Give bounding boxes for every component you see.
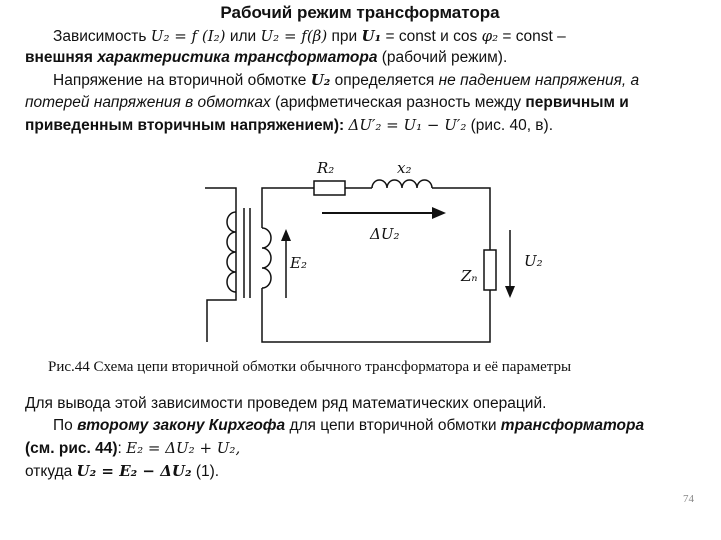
primary-wire	[205, 188, 236, 342]
text-bold: ):	[333, 117, 349, 134]
text-bold-italic: характеристика трансформатора	[97, 49, 378, 66]
text-line	[25, 437, 705, 460]
paragraph-derivation	[25, 393, 705, 483]
text-line: Для вывода этой зависимости проведем ряд математических операций.	[25, 395, 547, 412]
text: (1).	[191, 463, 220, 480]
paragraph-voltage	[25, 69, 693, 137]
text-line	[25, 415, 705, 437]
formula: ΔU′₂ = U₁ − U′₂	[348, 116, 467, 134]
label-delta-u2: ΔU₂	[370, 225, 400, 243]
text: Напряжение на вторичной обмотке	[53, 72, 311, 89]
formula: U₂	[310, 71, 331, 89]
text: = const –	[498, 28, 566, 45]
formula: U₂ = E₂ − ΔU₂	[76, 462, 192, 480]
label-e2: E₂	[290, 254, 307, 272]
paragraph-dependency	[25, 25, 721, 48]
resistor-r2	[314, 181, 345, 195]
text: (рис. 40, в).	[466, 117, 554, 134]
text: Зависимость	[53, 28, 151, 45]
text-bold-italic: трансформатора	[500, 417, 645, 434]
figure-caption: Рис.44 Схема цепи вторичной обмотки обычного трансформатора и её параметры	[48, 359, 572, 375]
inductor-x2	[372, 180, 432, 188]
secondary-coil	[262, 228, 271, 288]
text-bold-italic: второму закону Кирхгофа	[77, 417, 286, 434]
secondary-wire	[432, 188, 490, 250]
text-line	[25, 460, 705, 483]
text: :	[117, 440, 127, 457]
arrow-head	[432, 207, 446, 219]
label-u2: U₂	[524, 252, 543, 270]
formula: U₂ = f (I₂)	[150, 27, 226, 45]
text: (рабочий режим).	[377, 49, 508, 66]
arrow-head	[505, 286, 515, 298]
text: (арифметическая разность между	[270, 94, 526, 111]
paragraph-dependency-cont	[25, 47, 693, 69]
text: = const и cos	[381, 28, 482, 45]
slide-title: Рабочий режим трансформатора	[220, 3, 500, 22]
text: при	[327, 28, 362, 45]
arrow-head	[281, 229, 291, 241]
text: откуда	[25, 463, 77, 480]
formula: φ₂	[481, 27, 499, 45]
secondary-wire	[262, 188, 314, 228]
text: определяется	[330, 72, 439, 89]
text: или	[225, 28, 261, 45]
formula: U₂ = f(β)	[260, 27, 328, 45]
secondary-wire	[262, 288, 490, 342]
formula: U₁	[361, 27, 382, 45]
primary-coil	[227, 212, 236, 292]
resistor-zn	[484, 250, 496, 290]
formula: E₂ = ΔU₂ + U₂,	[126, 439, 241, 457]
label-x2: x₂	[397, 159, 412, 177]
text: По	[53, 417, 78, 434]
page-number: 74	[683, 493, 694, 505]
circuit-diagram	[0, 159, 720, 355]
text-bold: внешняя	[25, 49, 98, 66]
text: для цепи вторичной обмотки	[285, 417, 501, 434]
text-bold: первичным и приведенным вторичным напряжением	[25, 94, 629, 134]
text-bold: (см. рис. 44)	[25, 440, 118, 457]
label-r2: R₂	[317, 159, 335, 177]
label-zn: Zₙ	[461, 267, 478, 285]
text-italic: не падением напряжения, а потерей напряжения в обмотках	[25, 72, 640, 111]
